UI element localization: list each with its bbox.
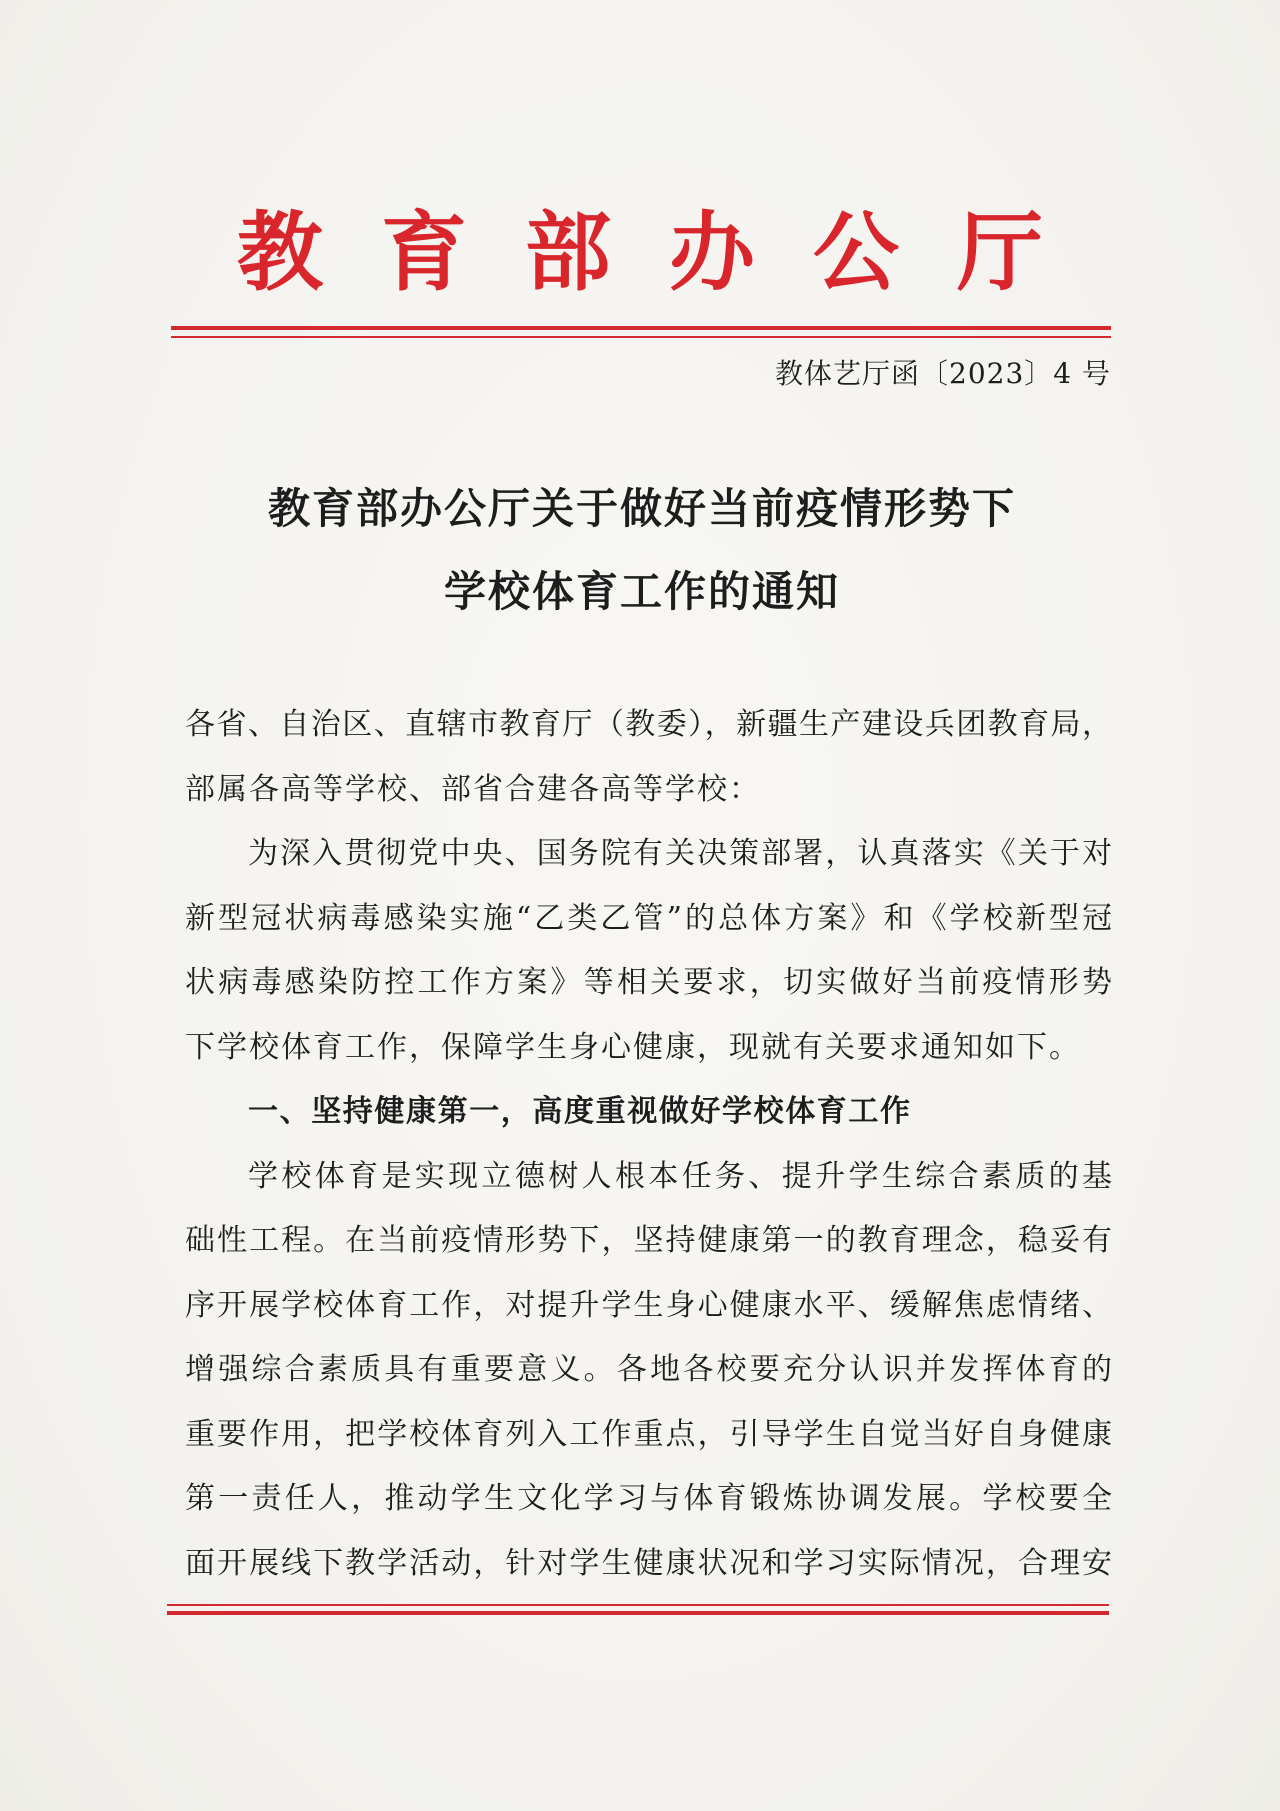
title-line-2: 学校体育工作的通知 xyxy=(443,567,840,616)
footer-rule-thin xyxy=(167,1604,1109,1606)
paragraph-line: 新型冠状病毒感染实施“乙类乙管”的总体方案》和《学校新型冠 xyxy=(185,900,1112,936)
paragraph-line: 学校体育是实现立德树人根本任务、提升学生综合素质的基 xyxy=(248,1158,1112,1194)
document-number: 教体艺厅函〔2023〕4 号 xyxy=(775,357,1111,390)
footer-rule-thick xyxy=(167,1611,1109,1615)
paragraph-line: 础性工程。在当前疫情形势下，坚持健康第一的教育理念，稳妥有 xyxy=(185,1223,1112,1258)
paragraph-line: 下学校体育工作，保障学生身心健康，现就有关要求通知如下。 xyxy=(185,1029,1081,1065)
title-line-1: 教育部办公厅关于做好当前疫情形势下 xyxy=(267,484,1016,533)
salutation-line: 各省、自治区、直辖市教育厅（教委），新疆生产建设兵团教育局， xyxy=(185,707,1112,742)
letterhead-title: 教育部办公厅 xyxy=(237,202,1101,303)
paragraph-line: 面开展线下教学活动，针对学生健康状况和学习实际情况，合理安 xyxy=(185,1545,1112,1581)
paragraph-line: 状病毒感染防控工作方案》等相关要求，切实做好当前疫情形势 xyxy=(185,965,1112,1000)
section-heading: 一、坚持健康第一，高度重视做好学校体育工作 xyxy=(248,1094,912,1129)
paragraph-line: 序开展学校体育工作，对提升学生身心健康水平、缓解焦虑情绪、 xyxy=(185,1287,1112,1323)
paragraph-line: 为深入贯彻党中央、国务院有关决策部署，认真落实《关于对 xyxy=(248,836,1112,871)
letterhead-rule-thin xyxy=(171,336,1111,338)
salutation-line: 部属各高等学校、部省合建各高等学校： xyxy=(185,771,761,807)
document-body xyxy=(185,693,1112,1596)
paragraph-line: 第一责任人，推动学生文化学习与体育锻炼协调发展。学校要全 xyxy=(185,1481,1112,1516)
document-title xyxy=(0,467,1280,633)
paragraph-line: 增强综合素质具有重要意义。各地各校要充分认识并发挥体育的 xyxy=(185,1352,1112,1387)
paragraph-line: 重要作用，把学校体育列入工作重点，引导学生自觉当好自身健康 xyxy=(185,1416,1112,1452)
letterhead-rule-thick xyxy=(171,326,1111,330)
